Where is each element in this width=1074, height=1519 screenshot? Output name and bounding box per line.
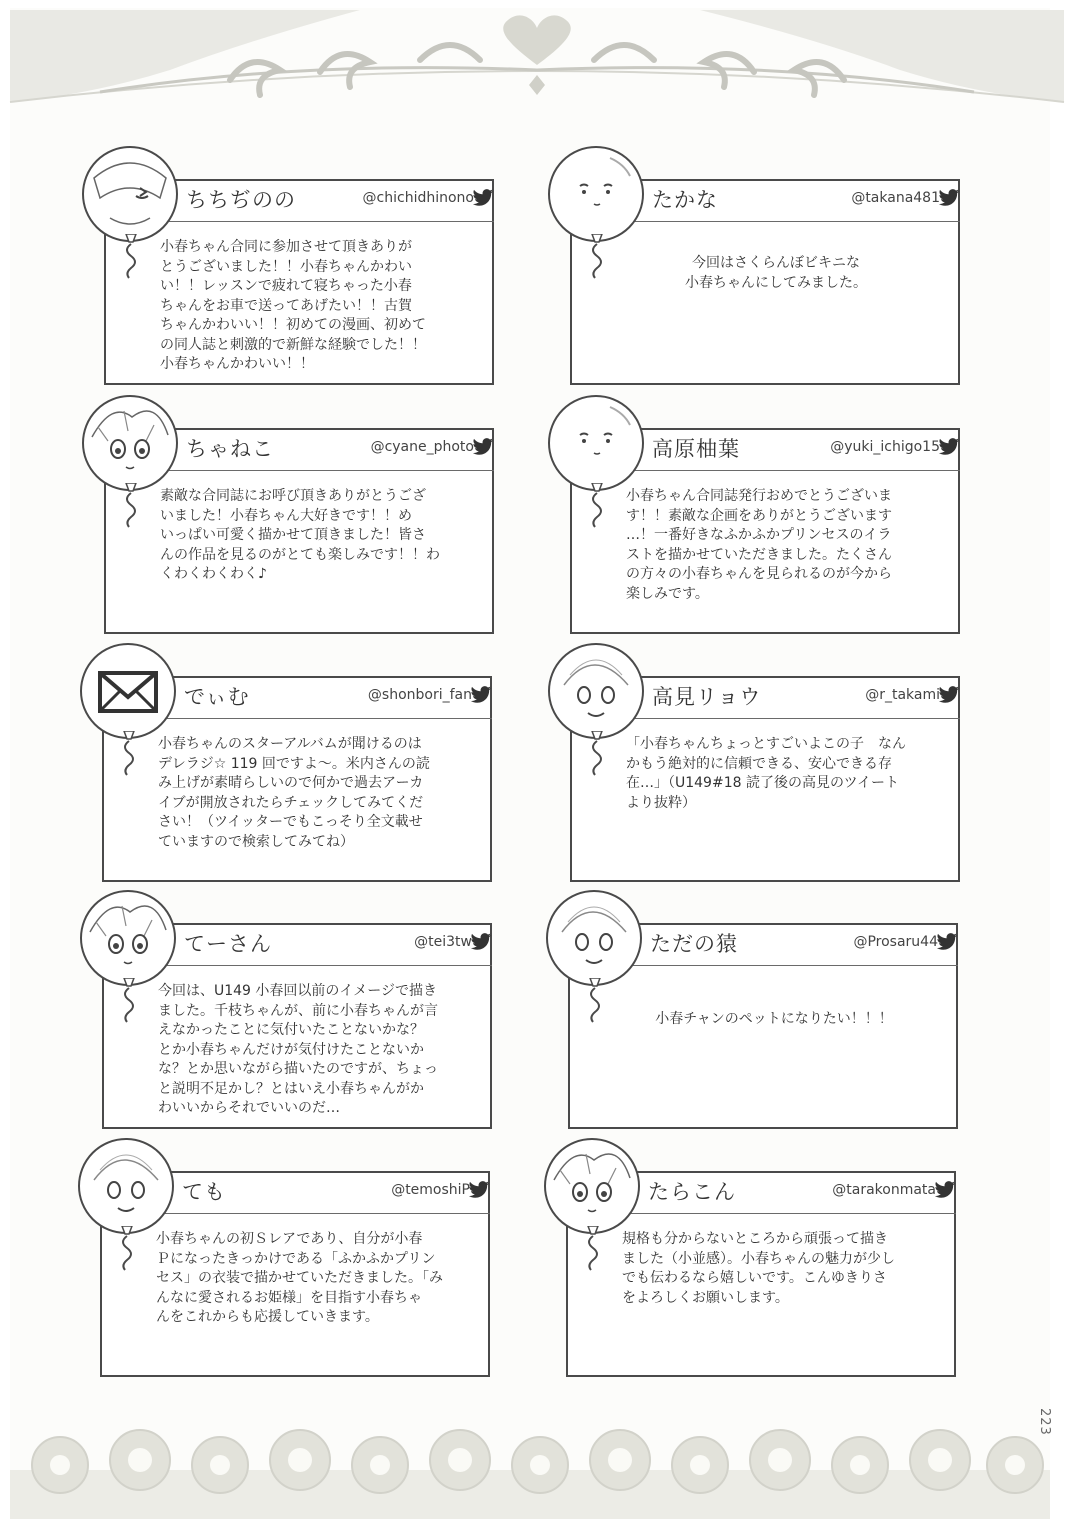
header-divider <box>159 221 494 222</box>
contributor-name: ちちぢのの <box>186 188 296 212</box>
contributor-card-8 <box>546 890 1016 1135</box>
twitter-handle[interactable]: @takana481 <box>851 190 940 206</box>
twitter-handle[interactable]: @temoshiP <box>391 1182 470 1198</box>
avatar-balloon <box>78 1138 174 1234</box>
header-divider <box>625 718 960 719</box>
avatar-balloon <box>80 890 176 986</box>
message-text: 規格も分からないところから頑張って描き ました（小並感）。小春ちゃんの魅力が少し でも伝わるなら嬉しいです。こんゆきりさ をよろしくお願いします。 <box>622 1231 895 1306</box>
twitter-handle[interactable]: @shonbori_fan <box>367 687 472 703</box>
twitter-handle[interactable]: @Prosaru44 <box>853 934 938 950</box>
header-divider <box>623 965 958 966</box>
balloon-string-icon <box>114 731 144 779</box>
header-divider <box>157 965 492 966</box>
avatar-portrait-icon <box>84 148 176 240</box>
message-text: 小春ちゃんのスターアルバムが聞けるのは デレラジ☆ 119 回ですよ～。米内さんの読 み上げが素晴らしいので何かで過去アーカ イブが開放されたらチェックしてみてくだ さい！（ツイッターでもこっそり全文載せ ていますので検索してみてね） <box>158 736 430 850</box>
avatar-balloon <box>546 890 642 986</box>
balloon-string-icon <box>114 978 144 1026</box>
contributor-card-5 <box>80 643 550 888</box>
contributor-card-9 <box>78 1138 548 1383</box>
contributor-card-6 <box>548 643 1018 888</box>
twitter-bird-icon[interactable] <box>470 932 492 952</box>
twitter-bird-icon[interactable] <box>472 437 494 457</box>
twitter-bird-icon[interactable] <box>470 685 492 705</box>
contributor-card-10 <box>544 1138 1014 1383</box>
balloon-string-icon <box>578 1226 608 1274</box>
twitter-bird-icon[interactable] <box>472 188 494 208</box>
message-text: 今回は、U149 小春回以前のイメージで描き ました。千枝ちゃんが、前に小春ちゃんが言 えなかったことに気付いたことないかな？ とか小春ちゃんだけが気付けたことないか な？とか思いながら描いたのですが、ちょっ と説明不足かし？とはいえ小春ちゃんがか わいいからそれでいいのだ… <box>158 983 438 1116</box>
contributor-name: 高見リョウ <box>652 685 762 709</box>
twitter-handle[interactable]: @r_takami <box>865 687 940 703</box>
balloon-string-icon <box>116 234 146 282</box>
avatar-balloon <box>544 1138 640 1234</box>
balloon-string-icon <box>582 483 612 531</box>
contributor-name: たらこん <box>648 1180 736 1204</box>
avatar-portrait-icon <box>550 148 642 240</box>
contributor-name: たかな <box>652 188 718 212</box>
avatar-balloon <box>82 395 178 491</box>
contributor-name: ちゃねこ <box>186 437 274 461</box>
message-text: 「小春ちゃんちょっとすごいよこの子 なん かもう絶対的に信頼できる、安心できる存 在…」（U149#18 読了後の高見のツイート より抜粋） <box>626 736 906 811</box>
twitter-bird-icon[interactable] <box>938 437 960 457</box>
avatar-balloon <box>548 395 644 491</box>
message-text: 素敵な合同誌にお呼び頂きありがとうござ いました！小春ちゃん大好きです！！め いっぱい可愛く描かせて頂きました！皆さ んの作品を見るのがとても楽しみです！！わ くわくわくわく♪ <box>160 488 440 582</box>
avatar-balloon <box>82 146 178 242</box>
avatar-balloon <box>80 643 176 739</box>
contributor-card-2 <box>548 146 1018 391</box>
message-text: 今回はさくらんぼビキニな 小春ちゃんにしてみました。 <box>685 255 867 291</box>
avatar-portrait-icon <box>550 397 642 489</box>
twitter-handle[interactable]: @chichidhinono <box>362 190 474 206</box>
contributor-name: ても <box>182 1180 226 1204</box>
balloon-string-icon <box>116 483 146 531</box>
header-divider <box>155 1213 490 1214</box>
avatar-portrait-icon <box>548 892 640 984</box>
header-divider <box>621 1213 956 1214</box>
twitter-bird-icon[interactable] <box>938 685 960 705</box>
avatar-balloon <box>548 146 644 242</box>
twitter-handle[interactable]: @cyane_photo <box>370 439 474 455</box>
header-divider <box>157 718 492 719</box>
message-text: 小春ちゃん合同に参加させて頂きありが とうございました！！小春ちゃんかわい い！！レッスンで疲れて寝ちゃった小春 ちゃんをお車で送ってあげたい！！古賀 ちゃんかわいい！！初めての漫画、初めて の同人誌と刺激的で新鮮な経験でした！！ 小春ちゃんかわいい！！ <box>160 239 426 372</box>
contributor-card-3 <box>82 395 552 640</box>
twitter-handle[interactable]: @yuki_ichigo15 <box>830 439 940 455</box>
header-ornament <box>0 0 1074 150</box>
twitter-bird-icon[interactable] <box>938 188 960 208</box>
header-divider <box>625 470 960 471</box>
envelope-icon <box>82 645 174 737</box>
contributor-card-4 <box>548 395 1018 640</box>
page-number: 223 <box>1037 1408 1052 1436</box>
balloon-string-icon <box>582 731 612 779</box>
avatar-portrait-icon <box>550 645 642 737</box>
contributor-card-1 <box>82 146 552 391</box>
avatar-balloon <box>548 643 644 739</box>
heart-icon <box>503 15 571 65</box>
message-text: 小春ちゃん合同誌発行おめでとうございま す！！素敵な企画をありがとうございます …！一番好きなふかふかプリンセスのイラ ストを描かせていただきました。たくさん の方々の小春ちゃんを見られるのが今から 楽しみです。 <box>626 488 892 602</box>
message-text: 小春ちゃんの初Ｓレアであり、自分が小春 Ｐになったきっかけである「ふかふかプリン セス」の衣装で描かせていただきました。「み んなに愛されるお姫様」を目指す小春ちゃ んをこれからも応援していきます。 <box>156 1231 443 1325</box>
avatar-portrait-icon <box>82 892 174 984</box>
balloon-string-icon <box>112 1226 142 1274</box>
twitter-bird-icon[interactable] <box>934 1180 956 1200</box>
avatar-portrait-icon <box>546 1140 638 1232</box>
avatar-portrait-icon <box>80 1140 172 1232</box>
header-divider <box>625 221 960 222</box>
twitter-handle[interactable]: @tarakonmata <box>832 1182 936 1198</box>
message-text: 小春チャンのペットになりたい！！！ <box>655 1011 893 1027</box>
twitter-handle[interactable]: @tei3tw <box>414 934 472 950</box>
contributor-name: 高原柚葉 <box>652 437 740 461</box>
contributor-name: てーさん <box>184 932 272 956</box>
footer-lace-ornament <box>0 1410 1074 1519</box>
contributor-name: でぃむ <box>184 685 250 709</box>
header-divider <box>159 470 494 471</box>
avatar-portrait-icon <box>84 397 176 489</box>
contributor-name: ただの猿 <box>650 932 738 956</box>
twitter-bird-icon[interactable] <box>468 1180 490 1200</box>
twitter-bird-icon[interactable] <box>936 932 958 952</box>
contributor-card-7 <box>80 890 550 1135</box>
